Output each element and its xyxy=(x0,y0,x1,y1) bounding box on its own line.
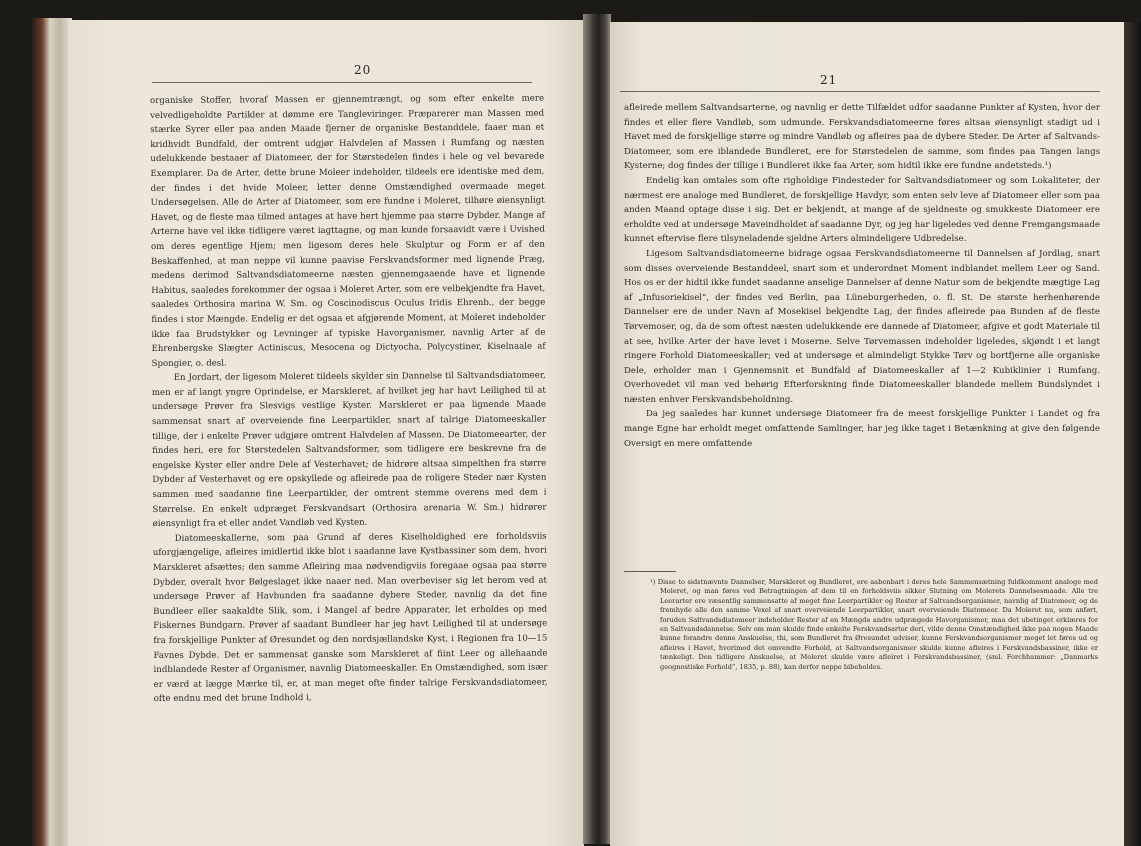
paragraph: Diatomeeskallerne, som paa Grund af deres Kiselholdighed ere forholdsviis uforgjængelige, afleires imidlertid ikke blot i saadanne lave Kystbassiner som dem, hvori Marskleret afsættes; den samme Afleiring maa nødvendigviis foregaae ogsaa paa større Dybder, overalt hvor Bølgeslaget ikke naaer ned. Man overbeviser sig let herom ved at undersøge Prøver af Havbunden fra saadanne dybere Steder, navnlig da det fine Bundleer eller saakaldte Slik, som, i Mangel af bedre Apparater, let erholdes op med Fiskernes Bundgarn. Prøver af saadant Bundleer har jeg havt Leilighed til at undersøge fra forskjellige Punkter af Øresundet og den nordsjællandske Kyst, i Regionen fra 10—15 Favnes Dybde. Det er sammensat ganske som Marskleret af fiint Leer og allehaande indblandede Rester af Organismer, navnlig Diatomeeskaller. En Omstændighed, som især er værd at lægge Mærke til, er, at man meget ofte finder talrige Ferskvandsdiatomeer, ofte endnu med det brune Indhold i, xyxy=(152,531,548,705)
page-body xyxy=(150,92,548,707)
page-number: 21 xyxy=(820,73,838,87)
paragraph: Da jeg saaledes har kunnet undersøge Diatomeer fra de meest forskjellige Punkter i Landet og fra mange Egne har erholdt meget omfattende Samlinger, har jeg ikke taget i Betænkning at give den følgende Oversigt en mere omfattende xyxy=(624,409,1100,449)
page-shadow xyxy=(1124,22,1141,846)
footnote-rule xyxy=(624,571,676,572)
page-body xyxy=(624,101,1100,451)
paragraph: afleirede mellem Saltvandsarterne, og navnlig er dette Tilfældet udfor saadanne Punkter af Kysten, hvor der findes et eller flere Vandløb, som udmunde. Ferskvandsdiatomeerne føres altsaa øiensynligt stadigt ud i Havet med de forskjellige større og mindre Vandløb og afleires paa de dybere Steder. De Arter af Saltvands-Diatomeer, som ere iblandede Bundleret, ere for Størstedelen de samme, som findes paa Tangen langs Kysterne; dog findes der tillige i Bundleret ikke faa Arter, som hidtil ikke ere fundne andetsteds.¹) xyxy=(624,103,1100,172)
book-binding xyxy=(583,14,611,844)
paragraph: Endelig kan omtales som ofte righoldige Findesteder for Saltvandsdiatomeer og som Lokaliteter, der nærmest ere analoge med Bundleret, de forskjellige Havdyr, som enten selv leve af Diatomeer eller som paa anden Maand optage disse i sig. Det er bekjendt, at mange af de sjeldneste og smukkeste Diatomeer ere erholdte ved at undersøge Maveindholdet af saadanne Dyr, og jeg har ligeledes ved denne Fremgangsmaade kunnet eftervise flere tilsyneladende sjeldne Arters almindeligere Udbredelse. xyxy=(624,175,1100,245)
header-rule xyxy=(620,91,1100,92)
paragraph: En Jordart, der ligesom Moleret tildeels skylder sin Dannelse til Saltvandsdiatomeer, men er af langt yngre Oprindelse, er Marskleret, af hvilket jeg har havt Leilighed til at undersøge Prøver fra Slesvigs vestlige Kyster. Marskleret er paa lignende Maade sammensat snart af overveiende fine Leerpartikler, snart af talrige Diatomeeskaller tillige, der i enkelte Prøver udgjøre omtrent Halvdelen af Massen. De Diatomeearter, der findes heri, ere for Størstedelen Saltvandsformer, som tidligere ere beskrevne fra de engelske Kyster eller andre Dele af Vesterhavet; de hidrøre altsaa simpelthen fra større Dybder af Vesterhavet og ere opskyllede og afleirede paa de roligere Steder nær Kysten sammen med saadanne fine Leerpartikler, der omtrent stemme overens med dem i Størrelse. En enkelt udpræget Ferskvandsart (Orthosira arenaria W. Sm.) hidrører øiensynligt fra et eller andet Vandløb ved Kysten. xyxy=(151,370,547,530)
header-rule xyxy=(152,82,532,83)
paragraph: organiske Stoffer, hvoraf Massen er gjennemtrængt, og som efter enkelte mere velvedligeholdte Partikler at dømme ere Tangleviringer. Præparerer man Massen med stærke Syrer eller paa anden Maade fjerner de organiske Bestanddele, faaer man et kridhvidt Bundfald, der omtrent udgjør Halvdelen af Massen i Rumfang og næsten udelukkende bestaaer af Diatomeer, der for Størstedelen findes i hele og vel bevarede Exemplarer. Da de Arter, dette brune Moleer indeholder, tildeels ere identiske med dem, der findes i det hvide Moleer, letter denne Omstændighed overmaade meget Undersøgelsen. Alle de Arter af Diatomeer, som ere fundne i Moleret, tilhøre øiensynligt Havet, og de fleste maa tilmed antages at have hert hjemme paa større Dybder. Mange af Arterne have vel ikke tidligere været iagttagne, og man kunde forsaavidt være i Uvished om deres egentlige Hjem; men ligesom deres hele Skulptur og Form er af den Beskaffenhed, at man neppe vil kunne paavise Ferskvandsformer med lignende Præg, medens derimod Saltvandsdiatomeerne næsten gjennemgaaende have et lignende Habitus, saaledes forekommer der ogsaa i Moleret Arter, som ere velbekjendte fra Havet, saaledes Orthosira marina W. Sm. og Coscinodiscus Oculus Iridis Ehrenb., der begge findes i stor Mængde. Endelig er det ogsaa et afgjørende Moment, at Moleret indeholder ikke faa Brudstykker og Levninger af typiske Havorganismer, navnlig Arter af de Ehrenbergske Slægter Actiniscus, Mesocena og Dictyocha, Polycystiner, Kiselnaale af Spongier, o. desl. xyxy=(150,93,546,369)
right-page xyxy=(610,22,1124,846)
footnotes xyxy=(650,578,1098,672)
footnote: ¹) Disse to sidstnævnte Dannelser, Marskleret og Bundleret, ere aabenbart i deres hele Sammensætning fuldkomment analoge med Moleret, og man føres ved Betragtningen af dem til en forholdsviis sikker Slutning om Molerets Dannelsesmaade. Alle tre Leerarter ere væsentlig sammensatte af meget fine Leerpartikler og Rester af Saltvandsorganismer, navnlig af Diatomeer, og de fremhyde alle den samme Vexel af snart overveiende Leerpartikler, snart overveiende Diatomeer. Da Moleret nu, som anført, foruden Saltvandsdiatomeer indeholder Rester af en Mængde andre udprægede Havorganismer, maa det ubetinget erklæres for en Saltvandsdannelse. Selv om man skulde finde enkelte Ferskvandsarter deri, vilde denne Omstændighed ikke paa nogen Maade kunne forandre denne Anskuelse, thi, som Bundleret fra Øresundet udviser, kunne Ferskvandsorganismer meget let føres ud og afleires i Havet, hvorimod det omvendte Forhold, at Saltvandsorganismer skulde kunne afleires i Ferskvandsbassiner, ikke er tænkeligt. Den tidligere Anskuelse, at Moleret skulde være afleiret i Ferskvandsbassiner, (sml. Forchhammer: „Danmarks geognostiske Forhold“, 1835, p. 88), kan derfor neppe bibeholdes. xyxy=(650,578,1098,671)
paragraph: Ligesom Saltvandsdiatomeerne bidrage ogsaa Ferskvandsdiatomeerne til Dannelsen af Jordlag, snart som disses overveiende Bestanddeel, snart som et underordnet Moment indblandet mellem Leer og Sand. Hos os er der hidtil ikke fundet saadanne anselige Dannelser af denne Natur som de bekjendte mægtige Lag af „Infusoriekisel“, der findes ved Berlin, paa Lüneburgerheden, o. fl. St. De største herhenhørende Dannelser ere de under Navn af Mosekisel bekjendte Lag, der findes afleirede paa Bunden af de fleste Tørvemoser, og, da de som oftest næsten udelukkende ere dannede af Diatomeer, afgive et godt Materiale til at see, hvilke Arter der have levet i Moserne. Selve Tørvemassen indeholder ligeledes, skjøndt i et langt ringere Forhold Diatomeeskaller; ved at undersøge et almindeligt Stykke Tørv og bortfjerne alle organiske Dele, erholder man i Gjennemsnit et Bundfald af Diatomeeskaller af 1—2 Kubiklinier i Rumfang. Overhovedet vil man ved behørig Efterforskning finde Diatomeeskaller blandede mellem Bundslyndet i næsten enhver Ferskvandsbeholdning. xyxy=(624,248,1100,405)
left-page xyxy=(68,20,584,846)
page-number: 20 xyxy=(354,63,372,77)
book-edge xyxy=(32,18,72,846)
